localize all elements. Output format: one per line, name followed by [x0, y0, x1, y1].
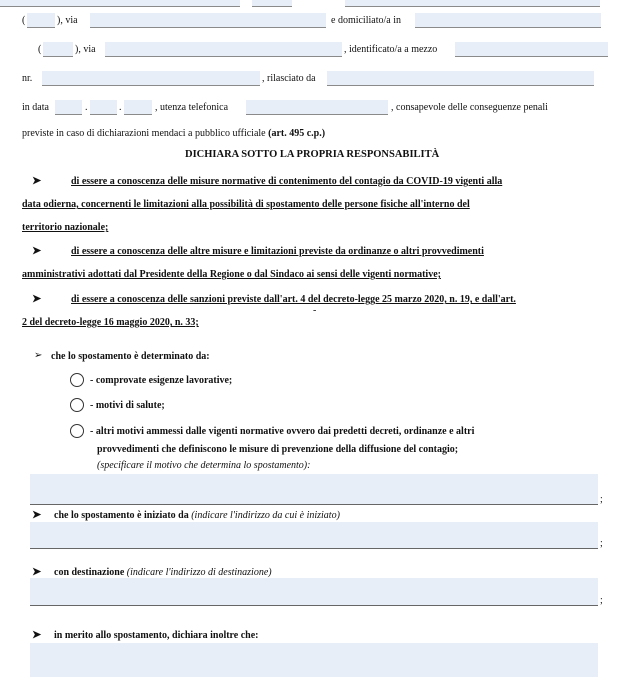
reason-work-radio[interactable] [70, 373, 84, 387]
r1-street-field[interactable] [90, 13, 326, 28]
statement-2-line-2: amministrativi adottati dal Presidente della Regione o dal Sindaco ai sensi delle vigenti normative; [22, 269, 441, 280]
reason-semicolon: ; [600, 494, 603, 505]
small-arrow-icon: ➢ [34, 350, 43, 361]
statement-1-line-1: di essere a conoscenza delle misure normative di contenimento del contagio da COVID-19 vigenti alla [71, 176, 503, 187]
r2-close-via: ), via [75, 44, 96, 55]
destination-label: con destinazione [54, 567, 125, 578]
statement-1-line-3: territorio nazionale; [22, 222, 109, 233]
r1-province-field[interactable] [27, 13, 55, 28]
destination-hint: (indicare l'indirizzo di destinazione) [126, 567, 272, 578]
r4-dot1: . [85, 102, 88, 113]
reason-health-label: - motivi di salute; [90, 400, 165, 411]
r2-document-field[interactable] [455, 42, 608, 57]
r1-open-paren: ( [22, 15, 26, 26]
destination-line [54, 567, 272, 578]
statement-3-line-2: 2 del decreto-legge 16 maggio 2020, n. 33; [22, 317, 199, 328]
r2-street-field[interactable] [105, 42, 342, 57]
statement-1-line-2: data odierna, concernenti le limitazioni alla possibilità di spostamento delle persone fisiche all'interno del [22, 199, 470, 210]
start-semicolon: ; [600, 538, 603, 549]
r2-identified-label: , identificato/a a mezzo [344, 44, 438, 55]
stray-mark: - [313, 305, 317, 316]
destination-address-field[interactable] [30, 578, 598, 606]
top-field-3[interactable] [345, 0, 600, 7]
top-field-2[interactable] [252, 0, 292, 7]
destination-semicolon: ; [600, 595, 603, 606]
reason-work-label: - comprovate esigenze lavorative; [90, 375, 233, 386]
penalty-line [22, 128, 325, 139]
r3-number-field[interactable] [42, 71, 260, 86]
r4-date-label: in data [22, 102, 49, 113]
bullet-arrow-icon: ➤ [32, 293, 42, 305]
r3-nr-label: nr. [22, 73, 33, 84]
r4-dot2: . [119, 102, 122, 113]
r1-domicile-label: e domiciliato/a in [331, 15, 401, 26]
r3-issued-label: , rilasciato da [262, 73, 316, 84]
start-arrow-icon: ➤ [32, 509, 42, 521]
r3-issuer-field[interactable] [327, 71, 594, 86]
movement-heading: che lo spostamento è determinato da: [51, 351, 210, 362]
r2-province-field[interactable] [43, 42, 73, 57]
r4-month-field[interactable] [90, 100, 117, 115]
reason-other-radio[interactable] [70, 424, 84, 438]
top-field-1[interactable] [0, 0, 240, 7]
r4-phone-label: , utenza telefonica [155, 102, 229, 113]
start-line [54, 510, 340, 521]
further-label: in merito allo spostamento, dichiara inoltre che: [54, 630, 259, 641]
r1-domicile-field[interactable] [415, 13, 601, 28]
r4-phone-field[interactable] [246, 100, 388, 115]
reason-other-line-2: provvedimenti che definiscono le misure di prevenzione della diffusione del contagio; [97, 444, 459, 455]
further-declaration-field[interactable] [30, 643, 598, 677]
penalty-text: previste in caso di dichiarazioni mendaci a pubblico ufficiale [22, 128, 266, 139]
declaration-title: DICHIARA SOTTO LA PROPRIA RESPONSABILITÀ [185, 149, 440, 160]
r4-aware-label: , consapevole delle conseguenze penali [391, 102, 548, 113]
reason-health-radio[interactable] [70, 398, 84, 412]
r2-open-paren: ( [38, 44, 42, 55]
reason-specify-field[interactable] [30, 474, 598, 505]
penalty-reference: (art. 495 c.p.) [268, 128, 326, 139]
reason-other-hint: (specificare il motivo che determina lo spostamento): [97, 460, 311, 471]
r4-day-field[interactable] [55, 100, 82, 115]
statement-3-line-1: di essere a conoscenza delle sanzioni previste dall'art. 4 del decreto-legge 25 marzo 2020, n. 19, e dall'art. [71, 294, 516, 305]
reason-other-line-1: - altri motivi ammessi dalle vigenti normative ovvero dai predetti decreti, ordinanze e altri [90, 426, 475, 437]
bullet-arrow-icon: ➤ [32, 245, 42, 257]
bullet-arrow-icon: ➤ [32, 175, 42, 187]
statement-2-line-1: di essere a conoscenza delle altre misure e limitazioni previste da ordinanze o altri provvedimenti [71, 246, 484, 257]
start-address-field[interactable] [30, 522, 598, 549]
r4-year-field[interactable] [124, 100, 152, 115]
start-hint: (indicare l'indirizzo da cui è iniziato) [191, 510, 340, 521]
destination-arrow-icon: ➤ [32, 566, 42, 578]
further-arrow-icon: ➤ [32, 629, 42, 641]
start-label: che lo spostamento è iniziato da [54, 510, 189, 521]
r1-close-via: ), via [57, 15, 78, 26]
